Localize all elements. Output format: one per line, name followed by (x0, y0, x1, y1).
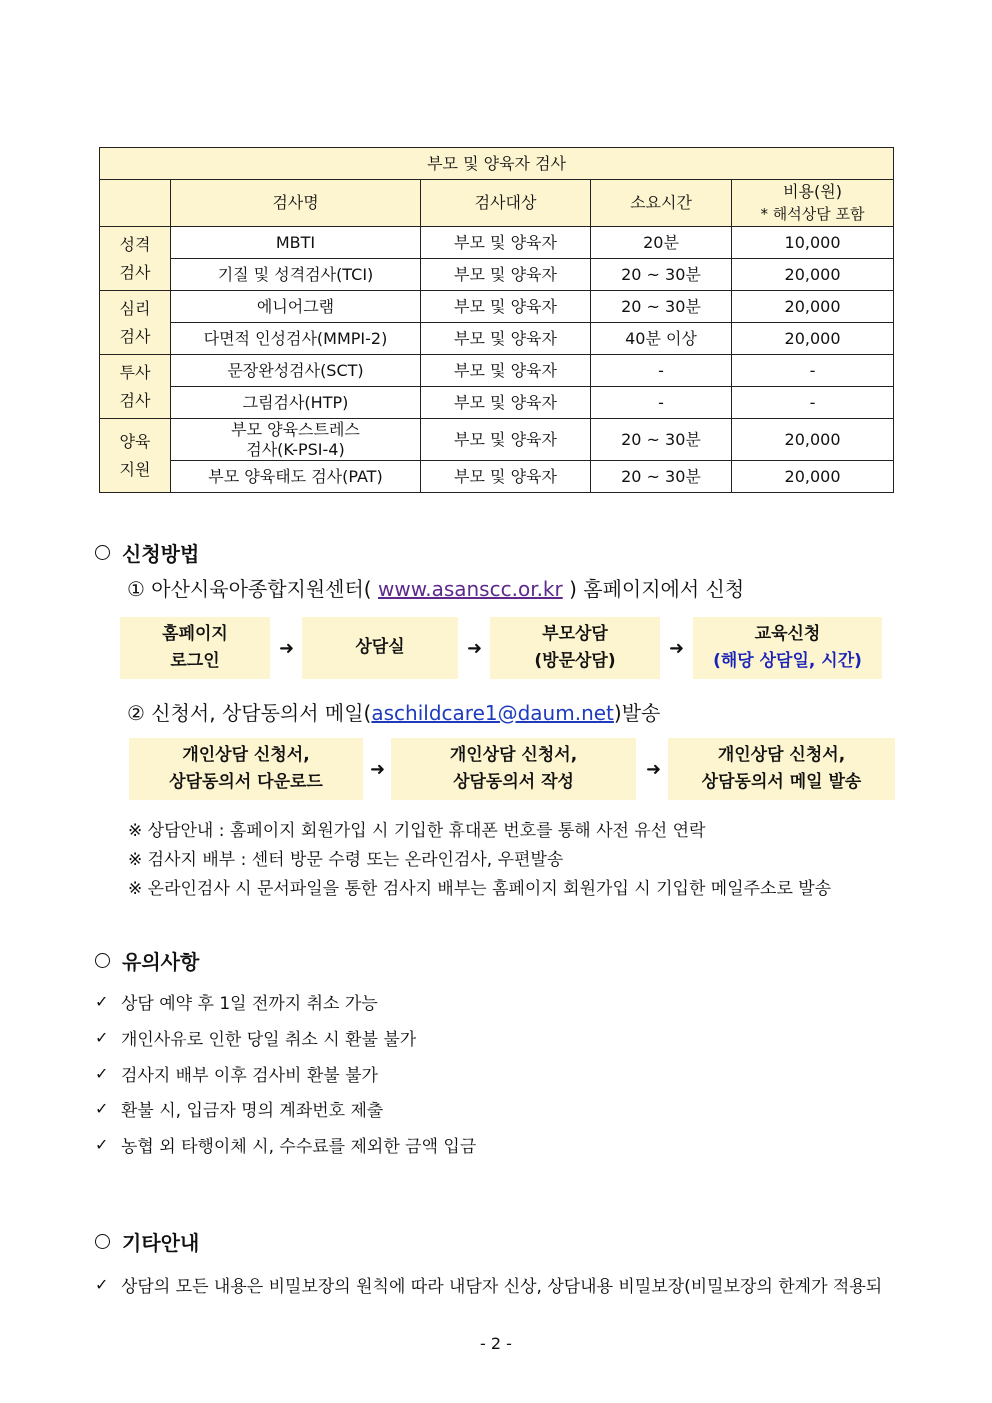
test-time: 20 ~ 30분 (591, 291, 732, 323)
category-cell: 심리 검사 (100, 291, 171, 355)
test-target: 부모 및 양육자 (421, 259, 591, 291)
flow-box-education-apply: 교육신청 (해당 상담일, 시간) (693, 617, 882, 679)
test-cost: - (732, 355, 894, 387)
test-time: 20분 (591, 227, 732, 259)
check-icon: ✓ (95, 1028, 109, 1047)
flow-box-write: 개인상담 신청서, 상담동의서 작성 (391, 738, 636, 800)
check-icon: ✓ (95, 1275, 109, 1294)
table-row (100, 259, 894, 291)
test-name: 에니어그램 (171, 291, 421, 323)
arrow-right-icon: ➜ (279, 638, 295, 659)
list-item: ✓ 상담 예약 후 1일 전까지 취소 가능 (95, 992, 378, 1014)
flow-box-counseling-room: 상담실 (302, 617, 458, 679)
test-cost: 10,000 (732, 227, 894, 259)
test-name: MBTI (171, 227, 421, 259)
test-cost: 20,000 (732, 291, 894, 323)
header-cost-note: * 해석상담 포함 (760, 205, 865, 224)
table-row (100, 461, 894, 493)
table-row (100, 323, 894, 355)
arrow-right-icon: ➜ (669, 638, 685, 659)
page-number: - 2 - (480, 1334, 512, 1353)
check-icon: ✓ (95, 1099, 109, 1118)
apply-step-1: ① 아산시육아종합지원센터( www.asanscc.or.kr ) 홈페이지에서 신청 (127, 577, 745, 601)
check-icon: ✓ (95, 1135, 109, 1154)
table-row (100, 387, 894, 419)
table-row (100, 227, 894, 259)
test-time: 40분 이상 (591, 323, 732, 355)
apply-step-2: ② 신청서, 상담동의서 메일(aschildcare1@daum.net)발송 (127, 701, 661, 725)
category-cell: 성격 검사 (100, 227, 171, 291)
table-title: 부모 및 양육자 검사 (100, 148, 894, 180)
table-row (100, 355, 894, 387)
list-item: ✓ 농협 외 타행이체 시, 수수료를 제외한 금액 입금 (95, 1135, 477, 1157)
apply-heading: 신청방법 (95, 538, 199, 567)
test-cost: 20,000 (732, 419, 894, 461)
test-name: 다면적 인성검사(MMPI-2) (171, 323, 421, 355)
test-name: 부모 양육태도 검사(PAT) (171, 461, 421, 493)
test-target: 부모 및 양육자 (421, 227, 591, 259)
test-time: 20 ~ 30분 (591, 419, 732, 461)
note-online: ※ 온라인검사 시 문서파일을 통한 검사지 배부는 홈페이지 회원가입 시 기입한 메일주소로 발송 (128, 879, 832, 899)
circle-bullet-icon (95, 545, 110, 560)
test-target: 부모 및 양육자 (421, 461, 591, 493)
check-icon: ✓ (95, 1064, 109, 1083)
list-item: ✓ 개인사유로 인한 당일 취소 시 환불 불가 (95, 1028, 417, 1050)
note-counseling: ※ 상담안내 : 홈페이지 회원가입 시 기입한 휴대폰 번호를 통해 사전 유선 연락 (128, 821, 706, 841)
test-time: - (591, 387, 732, 419)
header-time: 소요시간 (591, 180, 732, 227)
circle-bullet-icon (95, 953, 110, 968)
test-target: 부모 및 양육자 (421, 323, 591, 355)
other-heading: 기타안내 (95, 1227, 199, 1256)
table-row (100, 419, 894, 461)
circle-bullet-icon (95, 1234, 110, 1249)
list-item: ✓ 환불 시, 입금자 명의 계좌번호 제출 (95, 1099, 384, 1121)
test-cost: 20,000 (732, 461, 894, 493)
header-empty (100, 180, 171, 227)
header-cost (732, 180, 894, 227)
test-name: 문장완성검사(SCT) (171, 355, 421, 387)
test-target: 부모 및 양육자 (421, 291, 591, 323)
check-icon: ✓ (95, 992, 109, 1011)
flow-box-download: 개인상담 신청서, 상담동의서 다운로드 (129, 738, 363, 800)
email-link[interactable]: aschildcare1@daum.net (371, 701, 614, 725)
arrow-right-icon: ➜ (646, 759, 662, 780)
test-time: 20 ~ 30분 (591, 259, 732, 291)
test-target: 부모 및 양육자 (421, 355, 591, 387)
flow-box-parent-counseling: 부모상담 (방문상담) (490, 617, 660, 679)
test-name: 부모 양육스트레스 검사(K-PSI-4) (171, 419, 421, 461)
test-cost: 20,000 (732, 323, 894, 355)
list-item: ✓ 검사지 배부 이후 검사비 환불 불가 (95, 1064, 378, 1086)
test-target: 부모 및 양육자 (421, 387, 591, 419)
test-cost: 20,000 (732, 259, 894, 291)
note-distribution: ※ 검사지 배부 : 센터 방문 수령 또는 온라인검사, 우편발송 (128, 850, 564, 870)
test-name: 그림검사(HTP) (171, 387, 421, 419)
homepage-link[interactable]: www.asanscc.or.kr (377, 577, 563, 601)
test-time: 20 ~ 30분 (591, 461, 732, 493)
category-cell: 투사 검사 (100, 355, 171, 419)
header-cost-label: 비용(원) (783, 182, 842, 202)
table-row (100, 291, 894, 323)
test-time: - (591, 355, 732, 387)
test-table (99, 147, 894, 493)
test-target: 부모 및 양육자 (421, 419, 591, 461)
flow-box-login: 홈페이지 로그인 (120, 617, 270, 679)
header-name: 검사명 (171, 180, 421, 227)
category-cell: 양육 지원 (100, 419, 171, 493)
list-item: ✓ 상담의 모든 내용은 비밀보장의 원칙에 따라 내담자 신상, 상담내용 비밀보장(비밀보장의 한계가 적용되 (95, 1275, 883, 1297)
arrow-right-icon: ➜ (370, 759, 386, 780)
cautions-heading: 유의사항 (95, 946, 199, 975)
arrow-right-icon: ➜ (467, 638, 483, 659)
test-cost: - (732, 387, 894, 419)
header-target: 검사대상 (421, 180, 591, 227)
flow-box-mail-send: 개인상담 신청서, 상담동의서 메일 발송 (668, 738, 895, 800)
test-name: 기질 및 성격검사(TCI) (171, 259, 421, 291)
